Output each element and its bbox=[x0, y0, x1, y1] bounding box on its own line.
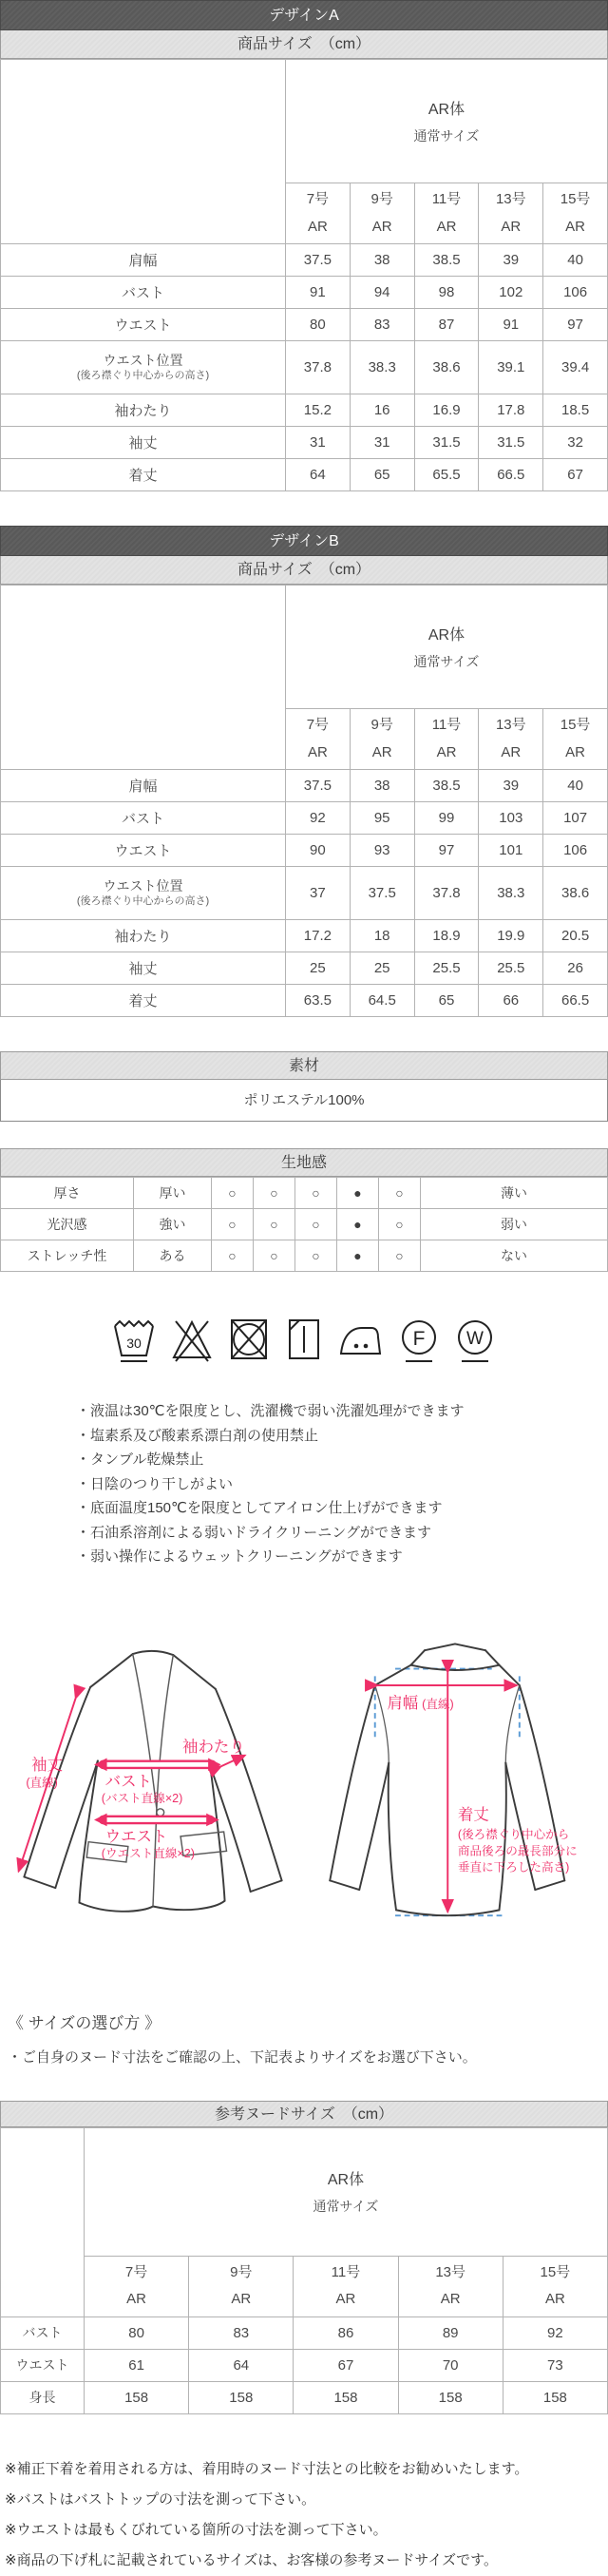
size-value: 99 bbox=[414, 802, 479, 835]
size-value: 67 bbox=[294, 2349, 398, 2381]
size-value: 31 bbox=[286, 427, 351, 459]
design-b-size-header: 商品サイズ （cm） bbox=[0, 556, 608, 585]
size-value: 37.5 bbox=[286, 770, 351, 802]
size-value: 18 bbox=[350, 920, 414, 952]
row-label: 着丈 bbox=[1, 985, 286, 1017]
size-value: 93 bbox=[350, 835, 414, 867]
size-value: 37.5 bbox=[350, 867, 414, 920]
table-row bbox=[1, 459, 608, 491]
care-note: ・塩素系及び酸素系漂白剤の使用禁止 bbox=[76, 1427, 319, 1444]
size-value: 38.5 bbox=[414, 244, 479, 277]
table-row bbox=[1, 867, 608, 920]
size-col-header: 7号 AR bbox=[85, 2256, 189, 2316]
size-value: 92 bbox=[503, 2316, 607, 2349]
fit-sublabel: 通常サイズ bbox=[313, 2199, 379, 2214]
size-value: 158 bbox=[398, 2381, 503, 2413]
size-value: 17.8 bbox=[479, 394, 543, 427]
empty-corner-cell bbox=[1, 2127, 85, 2316]
fabric-left-label: 強い bbox=[134, 1209, 212, 1240]
table-row bbox=[1, 2316, 608, 2349]
row-label: ウエスト位置 (後ろ襟ぐり中心からの高さ) bbox=[1, 867, 286, 920]
line-dry-in-shade-icon bbox=[283, 1314, 325, 1365]
footnotes bbox=[0, 2454, 608, 2576]
size-value: 86 bbox=[294, 2316, 398, 2349]
empty-corner-cell bbox=[1, 60, 286, 244]
shoulder-width-note: (直線) bbox=[422, 1697, 454, 1711]
svg-text:30: 30 bbox=[126, 1336, 142, 1351]
size-value: 64.5 bbox=[350, 985, 414, 1017]
care-note: ・底面温度150℃を限度としてアイロン仕上げができます bbox=[76, 1500, 443, 1516]
table-row bbox=[1, 244, 608, 277]
laundry-care-icons bbox=[0, 1314, 608, 1365]
do-not-bleach-icon bbox=[169, 1314, 215, 1365]
fabric-right-label: ない bbox=[421, 1240, 608, 1272]
size-value: 106 bbox=[543, 835, 608, 867]
table-row bbox=[1, 1240, 608, 1272]
size-value: 80 bbox=[85, 2316, 189, 2349]
footnote: ※商品の下げ札に記載されているサイズは、お客様の参考ヌードサイズです。 bbox=[5, 2551, 498, 2568]
table-row bbox=[1, 309, 608, 341]
size-value: 66 bbox=[479, 985, 543, 1017]
size-value: 89 bbox=[398, 2316, 503, 2349]
table-row bbox=[1, 920, 608, 952]
table-row bbox=[1, 2381, 608, 2413]
size-value: 38.6 bbox=[543, 867, 608, 920]
table-row bbox=[1, 277, 608, 309]
size-value: 65 bbox=[414, 985, 479, 1017]
design-a-title: デザインA bbox=[0, 0, 608, 30]
row-label: 肩幅 bbox=[1, 770, 286, 802]
size-col-header: 13号 AR bbox=[479, 183, 543, 244]
footnote: ※補正下着を着用される方は、着用時のヌード寸法との比較をお勧めいたします。 bbox=[5, 2460, 529, 2477]
size-value: 38 bbox=[350, 770, 414, 802]
nude-size-title: 参考ヌードサイズ （cm） bbox=[0, 2101, 608, 2127]
row-label: 袖わたり bbox=[1, 920, 286, 952]
size-value: 38 bbox=[350, 244, 414, 277]
table-row bbox=[1, 802, 608, 835]
design-a-size-header: 商品サイズ （cm） bbox=[0, 30, 608, 59]
row-label: ウエスト bbox=[1, 309, 286, 341]
size-value: 25 bbox=[286, 952, 351, 985]
row-label: 肩幅 bbox=[1, 244, 286, 277]
size-value: 32 bbox=[543, 427, 608, 459]
size-col-header: 11号 AR bbox=[294, 2256, 398, 2316]
material-value: ポリエステル100% bbox=[0, 1080, 608, 1122]
size-col-header: 9号 AR bbox=[350, 709, 414, 770]
table-row bbox=[1, 427, 608, 459]
size-value: 83 bbox=[189, 2316, 294, 2349]
table-row bbox=[1, 770, 608, 802]
fabric-row-label: 厚さ bbox=[1, 1178, 134, 1209]
rating-dot: ○ bbox=[212, 1240, 254, 1272]
fabric-row-label: 光沢感 bbox=[1, 1209, 134, 1240]
size-col-header: 15号 AR bbox=[543, 183, 608, 244]
size-col-header: 11号 AR bbox=[414, 183, 479, 244]
table-row bbox=[1, 2349, 608, 2381]
row-label: ウエスト bbox=[1, 835, 286, 867]
wet-clean-gentle-icon bbox=[453, 1314, 497, 1365]
rating-dot: ○ bbox=[254, 1240, 295, 1272]
size-value: 90 bbox=[286, 835, 351, 867]
care-instructions bbox=[0, 1399, 608, 1569]
iron-medium-icon bbox=[337, 1314, 385, 1365]
fit-sublabel: 通常サイズ bbox=[413, 128, 480, 144]
size-value: 31 bbox=[350, 427, 414, 459]
fit-sublabel: 通常サイズ bbox=[413, 654, 480, 669]
size-value: 97 bbox=[414, 835, 479, 867]
size-value: 101 bbox=[479, 835, 543, 867]
footnote: ※ウエストは最もくびれている箇所の寸法を測って下さい。 bbox=[5, 2521, 388, 2538]
size-value: 37.5 bbox=[286, 244, 351, 277]
care-note: ・タンブル乾燥禁止 bbox=[76, 1451, 204, 1468]
empty-corner-cell bbox=[1, 586, 286, 770]
size-value: 158 bbox=[85, 2381, 189, 2413]
size-value: 31.5 bbox=[414, 427, 479, 459]
fit-type-cell bbox=[286, 60, 608, 183]
size-value: 37.8 bbox=[286, 341, 351, 394]
care-note: ・石油系溶剤による弱いドライクリーニングができます bbox=[76, 1524, 431, 1541]
rating-dot: ○ bbox=[212, 1209, 254, 1240]
svg-text:W: W bbox=[466, 1329, 484, 1349]
rating-dot-selected: ● bbox=[337, 1178, 379, 1209]
size-value: 91 bbox=[479, 309, 543, 341]
fabric-feel-section bbox=[0, 1148, 608, 1272]
size-value: 16 bbox=[350, 394, 414, 427]
size-value: 94 bbox=[350, 277, 414, 309]
size-guide-instruction: ・ご自身のヌード寸法をご確認の上、下記表よりサイズをお選び下さい。 bbox=[8, 2048, 477, 2066]
waist-note: (ウエスト直線×2) bbox=[101, 1846, 195, 1860]
row-label: バスト bbox=[1, 2316, 85, 2349]
design-a-size-table bbox=[0, 59, 608, 491]
size-col-header: 9号 AR bbox=[189, 2256, 294, 2316]
row-label: 袖丈 bbox=[1, 952, 286, 985]
size-value: 158 bbox=[189, 2381, 294, 2413]
fabric-row-label: ストレッチ性 bbox=[1, 1240, 134, 1272]
do-not-tumble-dry-icon bbox=[227, 1314, 271, 1365]
rating-dot: ○ bbox=[379, 1209, 421, 1240]
table-row bbox=[1, 952, 608, 985]
table-row bbox=[1, 1209, 608, 1240]
size-value: 63.5 bbox=[286, 985, 351, 1017]
row-label: バスト bbox=[1, 802, 286, 835]
size-value: 38.3 bbox=[350, 341, 414, 394]
dry-clean-petroleum-gentle-icon bbox=[397, 1314, 441, 1365]
size-value: 40 bbox=[543, 770, 608, 802]
fit-type-cell bbox=[85, 2127, 608, 2256]
size-value: 64 bbox=[189, 2349, 294, 2381]
size-value: 20.5 bbox=[543, 920, 608, 952]
body-length-label: 着丈 bbox=[457, 1805, 489, 1823]
footnote: ※バストはバストトップの寸法を測って下さい。 bbox=[5, 2490, 316, 2508]
size-col-header: 15号 AR bbox=[543, 709, 608, 770]
size-value: 64 bbox=[286, 459, 351, 491]
sleeve-width-label: 袖わたり bbox=[182, 1738, 245, 1756]
size-value: 73 bbox=[503, 2349, 607, 2381]
size-value: 98 bbox=[414, 277, 479, 309]
size-col-header: 11号 AR bbox=[414, 709, 479, 770]
rating-dot-selected: ● bbox=[337, 1209, 379, 1240]
size-value: 106 bbox=[543, 277, 608, 309]
size-value: 102 bbox=[479, 277, 543, 309]
table-row bbox=[1, 394, 608, 427]
size-col-header: 9号 AR bbox=[350, 183, 414, 244]
size-value: 16.9 bbox=[414, 394, 479, 427]
fabric-right-label: 薄い bbox=[421, 1178, 608, 1209]
size-value: 18.9 bbox=[414, 920, 479, 952]
size-value: 39 bbox=[479, 770, 543, 802]
rating-dot: ○ bbox=[295, 1178, 337, 1209]
material-section bbox=[0, 1051, 608, 1122]
size-value: 61 bbox=[85, 2349, 189, 2381]
care-note: ・液温は30℃を限度とし、洗濯機で弱い洗濯処理ができます bbox=[76, 1403, 465, 1419]
size-value: 25.5 bbox=[479, 952, 543, 985]
fit-label: AR体 bbox=[428, 102, 466, 118]
nude-size-table bbox=[0, 2127, 608, 2414]
fabric-right-label: 弱い bbox=[421, 1209, 608, 1240]
size-value: 92 bbox=[286, 802, 351, 835]
design-a-section bbox=[0, 0, 608, 491]
jacket-back-diagram bbox=[308, 1623, 602, 1989]
table-row bbox=[1, 985, 608, 1017]
sleeve-length-label: 袖丈 bbox=[31, 1756, 64, 1774]
size-value: 66.5 bbox=[543, 985, 608, 1017]
size-col-header: 7号 AR bbox=[286, 709, 351, 770]
size-value: 31.5 bbox=[479, 427, 543, 459]
row-label: 袖わたり bbox=[1, 394, 286, 427]
rating-dot: ○ bbox=[254, 1178, 295, 1209]
row-label: ウエスト bbox=[1, 2349, 85, 2381]
rating-dot: ○ bbox=[295, 1240, 337, 1272]
bust-label: バスト bbox=[104, 1773, 152, 1791]
wash-30-gentle-icon bbox=[111, 1314, 157, 1365]
fabric-left-label: 厚い bbox=[134, 1178, 212, 1209]
shoulder-width-label: 肩幅 bbox=[387, 1694, 419, 1712]
design-b-title: デザインB bbox=[0, 526, 608, 556]
fabric-feel-table bbox=[0, 1177, 608, 1272]
measurement-diagrams bbox=[0, 1623, 608, 1989]
svg-text:F: F bbox=[412, 1328, 426, 1350]
size-value: 67 bbox=[543, 459, 608, 491]
size-value: 39.1 bbox=[479, 341, 543, 394]
body-length-note: 垂直に下ろした高さ) bbox=[457, 1860, 570, 1874]
fit-label: AR体 bbox=[428, 627, 466, 644]
bust-note: (バスト直線×2) bbox=[101, 1791, 183, 1805]
size-value: 65.5 bbox=[414, 459, 479, 491]
size-value: 87 bbox=[414, 309, 479, 341]
care-note: ・日陰のつり干しがよい bbox=[76, 1475, 234, 1492]
size-value: 39 bbox=[479, 244, 543, 277]
nude-size-section bbox=[0, 2101, 608, 2414]
size-value: 95 bbox=[350, 802, 414, 835]
jacket-front-diagram bbox=[6, 1623, 300, 1989]
sleeve-length-note: (直線) bbox=[26, 1776, 58, 1790]
size-value: 17.2 bbox=[286, 920, 351, 952]
size-value: 38.3 bbox=[479, 867, 543, 920]
size-value: 38.5 bbox=[414, 770, 479, 802]
size-value: 66.5 bbox=[479, 459, 543, 491]
rating-dot: ○ bbox=[254, 1209, 295, 1240]
size-value: 37.8 bbox=[414, 867, 479, 920]
row-label: ウエスト位置 (後ろ襟ぐり中心からの高さ) bbox=[1, 341, 286, 394]
size-value: 15.2 bbox=[286, 394, 351, 427]
rating-dot: ○ bbox=[212, 1178, 254, 1209]
size-value: 40 bbox=[543, 244, 608, 277]
fabric-feel-title: 生地感 bbox=[0, 1148, 608, 1177]
size-value: 97 bbox=[543, 309, 608, 341]
size-value: 65 bbox=[350, 459, 414, 491]
size-value: 39.4 bbox=[543, 341, 608, 394]
size-value: 103 bbox=[479, 802, 543, 835]
size-value: 107 bbox=[543, 802, 608, 835]
row-label: バスト bbox=[1, 277, 286, 309]
size-value: 158 bbox=[294, 2381, 398, 2413]
size-value: 91 bbox=[286, 277, 351, 309]
care-note: ・弱い操作によるウェットクリーニングができます bbox=[76, 1548, 403, 1565]
row-label: 身長 bbox=[1, 2381, 85, 2413]
size-value: 25.5 bbox=[414, 952, 479, 985]
fabric-left-label: ある bbox=[134, 1240, 212, 1272]
size-value: 37 bbox=[286, 867, 351, 920]
size-value: 18.5 bbox=[543, 394, 608, 427]
material-title: 素材 bbox=[0, 1051, 608, 1080]
size-header-row bbox=[1, 2256, 608, 2316]
waist-label: ウエスト bbox=[104, 1828, 168, 1846]
size-value: 80 bbox=[286, 309, 351, 341]
size-col-header: 7号 AR bbox=[286, 183, 351, 244]
design-b-section bbox=[0, 526, 608, 1017]
body-length-note: (後ろ襟ぐり中心から bbox=[457, 1827, 570, 1841]
table-row bbox=[1, 341, 608, 394]
row-label: 着丈 bbox=[1, 459, 286, 491]
size-col-header: 15号 AR bbox=[503, 2256, 607, 2316]
row-label: 袖丈 bbox=[1, 427, 286, 459]
size-value: 38.6 bbox=[414, 341, 479, 394]
size-value: 70 bbox=[398, 2349, 503, 2381]
size-col-header: 13号 AR bbox=[479, 709, 543, 770]
size-guide-heading: 《 サイズの選び方 》 bbox=[8, 2013, 162, 2032]
size-value: 19.9 bbox=[479, 920, 543, 952]
rating-dot: ○ bbox=[379, 1240, 421, 1272]
size-value: 83 bbox=[350, 309, 414, 341]
design-b-size-table bbox=[0, 585, 608, 1017]
table-row bbox=[1, 1178, 608, 1209]
size-value: 158 bbox=[503, 2381, 607, 2413]
size-value: 25 bbox=[350, 952, 414, 985]
size-col-header: 13号 AR bbox=[398, 2256, 503, 2316]
rating-dot-selected: ● bbox=[337, 1240, 379, 1272]
fit-label: AR体 bbox=[327, 2172, 365, 2188]
body-length-note: 商品後ろの最長部分に bbox=[457, 1843, 578, 1857]
rating-dot: ○ bbox=[295, 1209, 337, 1240]
rating-dot: ○ bbox=[379, 1178, 421, 1209]
table-row bbox=[1, 835, 608, 867]
size-value: 26 bbox=[543, 952, 608, 985]
fit-type-cell bbox=[286, 586, 608, 709]
